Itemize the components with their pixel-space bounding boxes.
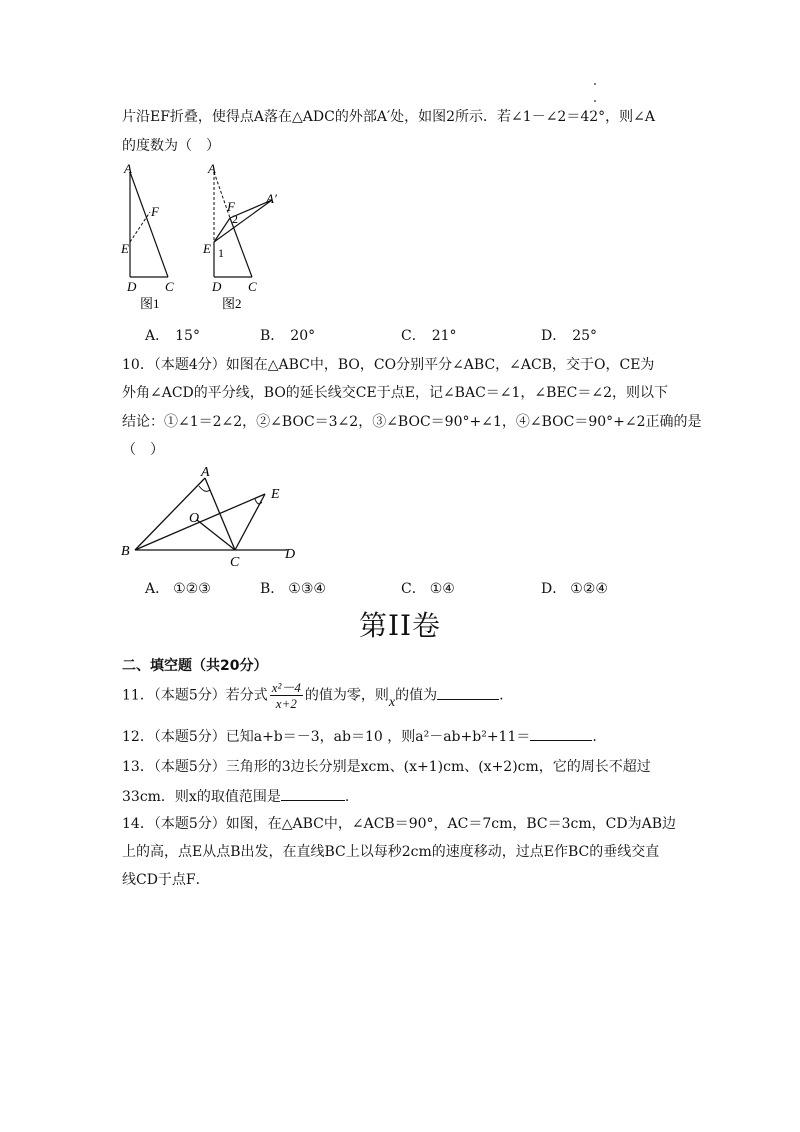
q10-label-e: E [271, 487, 280, 502]
q11-fraction [270, 680, 303, 711]
fig2-label-2: 2 [232, 212, 238, 226]
fig2-label-e: E [203, 241, 211, 256]
q12-text: 12．（本题5分）已知a+b＝－3，ab＝10 ，则a²－ab+b²+11＝ [122, 729, 531, 745]
q11-suffix: 的值为零，则 [304, 687, 389, 704]
q10-option-d-letter: D． [541, 581, 567, 597]
q9-option-c[interactable] [401, 326, 457, 346]
q10-option-a-value: ①②③ [173, 581, 211, 597]
fig1-label-d: D [127, 279, 137, 294]
q10-option-b-value: ①③④ [288, 581, 326, 597]
q10-label-a: A [201, 465, 210, 480]
q9-option-d[interactable] [541, 326, 597, 346]
fig2-label-d: D [212, 279, 222, 294]
q10-option-d-value: ①②④ [570, 581, 608, 597]
q13-answer-blank[interactable] [281, 786, 345, 801]
fig1-caption: 图1 [140, 296, 160, 311]
section-title: 第II卷 [358, 609, 442, 642]
fig1-label-f: F [151, 204, 159, 219]
q10-option-b-letter: B． [260, 581, 285, 597]
q11-variable: x [388, 694, 396, 710]
stray-mark [594, 83, 596, 85]
fig1-label-a: A [124, 161, 132, 176]
q9-option-d-value: 25° [572, 328, 598, 344]
q10-label-o: O [189, 511, 200, 526]
fig2-label-1: 1 [218, 246, 224, 260]
q11-fraction-numerator: x²－4 [271, 680, 301, 695]
q9-text-line1: 片沿EF折叠，使得点A落在△ADC的外部A′处，如图2所示．若∠1－∠2＝42°，则∠A [122, 109, 655, 125]
q10-figure [115, 460, 315, 575]
q12-line [122, 726, 597, 747]
stray-mark [594, 100, 596, 102]
fig1-label-e: E [121, 241, 129, 256]
section-heading: 二、填空题（共20分） [122, 658, 268, 674]
q10-text-line4: （ ） [122, 442, 164, 458]
fig2-label-c: C [248, 279, 257, 294]
q12-end: . [592, 729, 597, 745]
q9-figure-2 [200, 160, 290, 320]
q11-end: . [499, 687, 504, 704]
fig1-label-c: C [165, 279, 174, 294]
q13-line1: 13．（本题5分）三角形的3边长分别是xcm、(x+1)cm、(x+2)cm，它的周长不超过 [122, 759, 651, 775]
fig2-caption: 图2 [222, 296, 242, 311]
q10-label-b: B [121, 544, 130, 559]
q10-text-line3: 结论：①∠1＝2∠2，②∠BOC＝3∠2，③∠BOC＝90°+∠1，④∠BOC＝90°+∠2正确的是 [122, 414, 702, 430]
q10-option-c[interactable] [401, 579, 455, 599]
q11-suffix2: 的值为 [395, 687, 438, 704]
fig2-label-a-prime: A′ [266, 191, 277, 206]
q9-option-a-letter: A． [145, 328, 170, 344]
q9-option-c-value: 21° [431, 328, 457, 344]
q12-answer-blank[interactable] [530, 726, 592, 741]
q10-option-c-value: ①④ [429, 581, 455, 597]
q10-option-a[interactable] [145, 579, 211, 599]
q9-option-b[interactable] [260, 326, 315, 346]
q10-text-line2: 外角∠ACD的平分线，BO的延长线交CE于点E，记∠BAC＝∠1，∠BEC＝∠2，则以下 [122, 385, 669, 401]
q11-prefix: 11．（本题5分）若分式 [122, 687, 268, 704]
q11-fraction-denominator: x+2 [275, 696, 297, 711]
q9-option-c-letter: C． [401, 328, 426, 344]
fig2-label-a: A [208, 161, 216, 176]
q10-label-d: D [285, 547, 296, 562]
q10-label-c: C [230, 555, 240, 570]
q9-option-a-value: 15° [175, 328, 200, 344]
q9-option-a[interactable] [145, 326, 200, 346]
q9-option-b-value: 20° [290, 328, 316, 344]
q9-option-b-letter: B． [260, 328, 285, 344]
q10-option-d[interactable] [541, 579, 608, 599]
q14-line3: 线CD于点F． [122, 872, 210, 888]
q9-option-d-letter: D． [541, 328, 567, 344]
q10-option-c-letter: C． [401, 581, 426, 597]
q11-line [122, 680, 504, 712]
q13-line2-text: 33cm．则x的取值范围是 [122, 789, 281, 805]
q13-line2 [122, 786, 349, 807]
q13-end: . [344, 789, 350, 805]
q10-option-a-letter: A． [145, 581, 170, 597]
q14-line2: 上的高，点E从点B出发，在直线BC上以每秒2cm的速度移动，过点E作BC的垂线交直 [122, 844, 660, 860]
fig2-label-f: F [227, 199, 235, 214]
q11-answer-blank[interactable] [437, 685, 499, 700]
q14-line1: 14．（本题5分）如图，在△ABC中，∠ACB＝90°，AC＝7cm，BC＝3cm，CD为AB边 [122, 816, 676, 832]
q10-option-b[interactable] [260, 579, 326, 599]
q10-text-line1: 10．（本题4分）如图在△ABC中，BO，CO分别平分∠ABC，∠ACB，交于O，CE为 [122, 357, 655, 373]
q9-figure-1 [118, 160, 188, 320]
q9-text-line2: 的度数为（ ） [122, 138, 220, 154]
